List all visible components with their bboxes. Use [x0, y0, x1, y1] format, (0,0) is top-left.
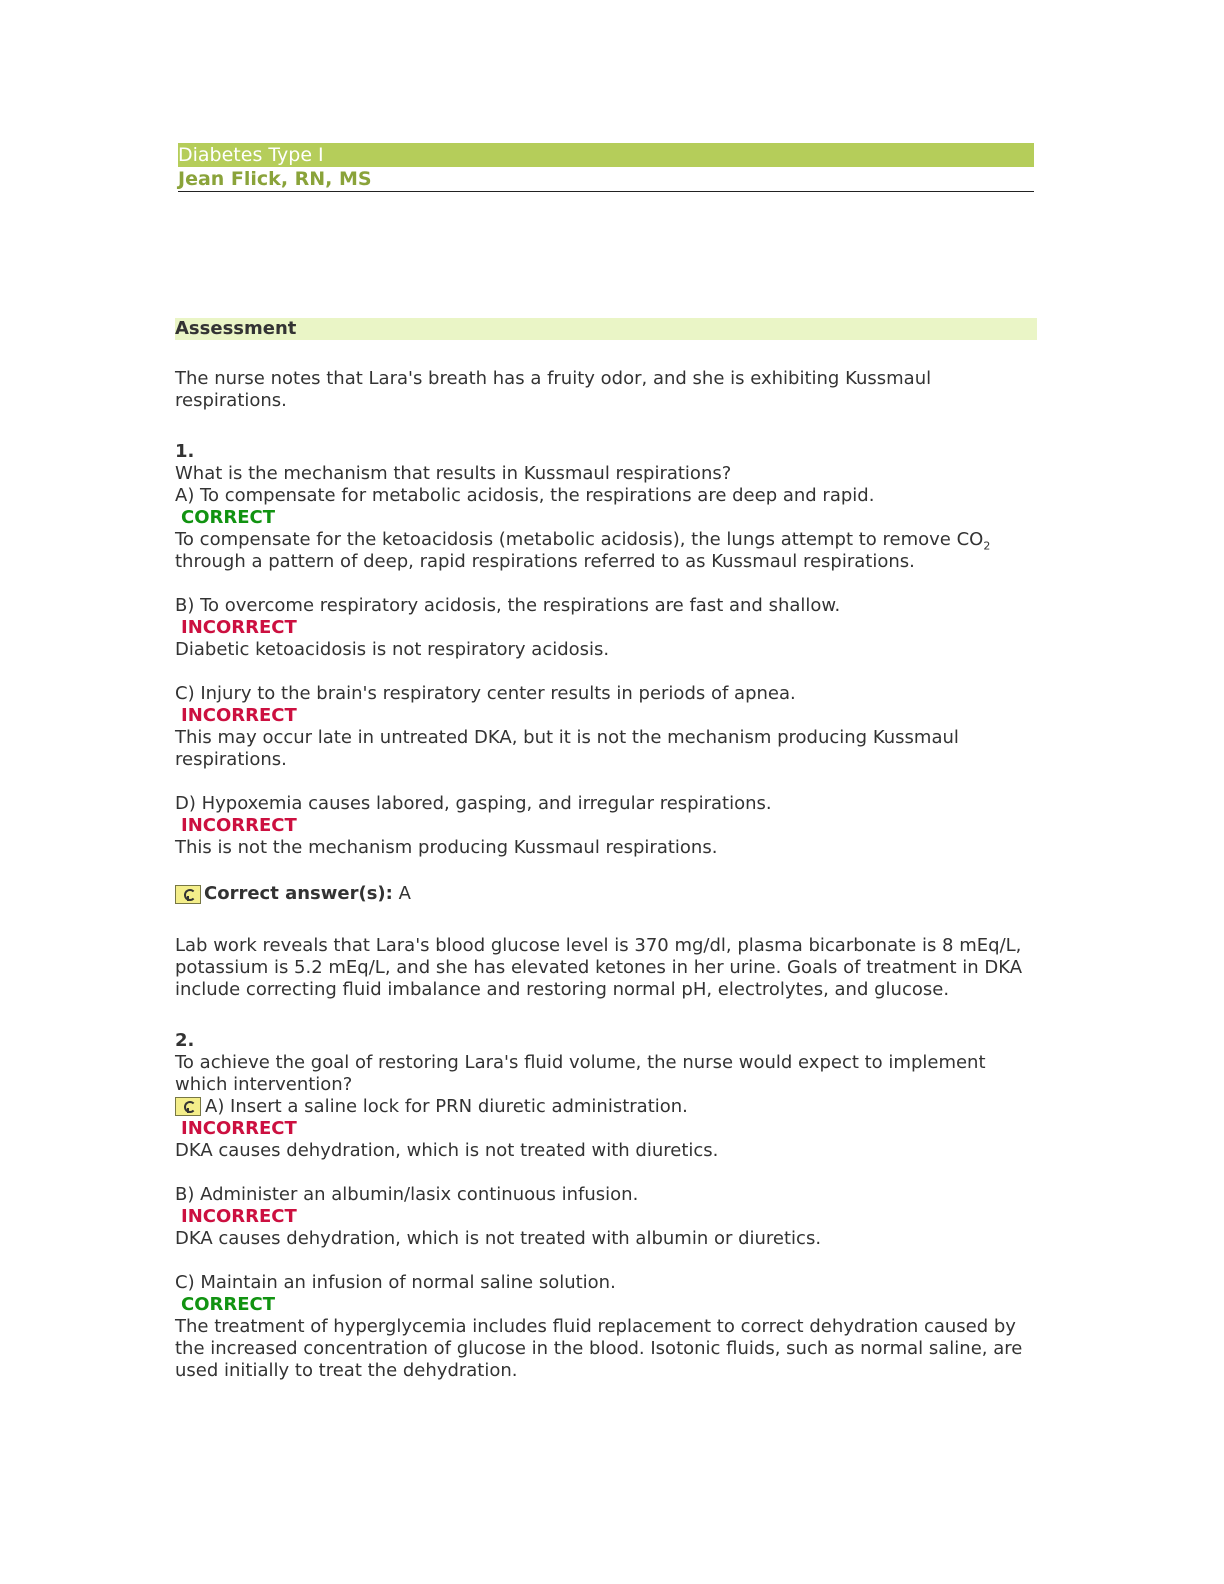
verdict-incorrect: INCORRECT	[181, 815, 297, 836]
option-text: A) To compensate for metabolic acidosis, the respirations are deep and rapid.	[175, 485, 875, 506]
option-rationale: DKA causes dehydration, which is not treated with albumin or diuretics.	[175, 1228, 822, 1249]
option-text: B) To overcome respiratory acidosis, the respirations are fast and shallow.	[175, 595, 841, 616]
document-author: Jean Flick, RN, MS	[178, 167, 1034, 192]
correct-answer-value: A	[392, 883, 411, 904]
intro-paragraph: The nurse notes that Lara's breath has a fruity odor, and she is exhibiting Kussmaul respirations.	[175, 368, 932, 411]
verdict-correct: CORRECT	[181, 507, 276, 528]
question-number: 2.	[175, 1030, 195, 1051]
option-text: B) Administer an albumin/lasix continuous infusion.	[175, 1184, 639, 1205]
question-text: What is the mechanism that results in Kussmaul respirations?	[175, 463, 732, 484]
scenario-paragraph: Lab work reveals that Lara's blood glucose level is 370 mg/dl, plasma bicarbonate is 8 mEq/L, potassium is 5.2 mEq/L, and she has elevated ketones in her urine. Goals of treatment in DKA include correcting fluid imbalance and restoring normal pH, electrolytes, and glucose.	[175, 935, 1023, 1000]
answer-option-c	[175, 1272, 1037, 1382]
verdict-incorrect: INCORRECT	[181, 617, 297, 638]
document-title: Diabetes Type I	[178, 143, 1034, 167]
option-row	[175, 1096, 1037, 1118]
section-heading-assessment: Assessment	[175, 318, 1037, 340]
answer-option-a	[175, 1096, 1037, 1162]
option-rationale	[175, 529, 1037, 573]
option-text: C) Maintain an infusion of normal saline solution.	[175, 1272, 616, 1293]
option-text: C) Injury to the brain's respiratory center results in periods of apnea.	[175, 683, 796, 704]
option-text: A) Insert a saline lock for PRN diuretic administration.	[205, 1096, 688, 1117]
answer-option-b	[175, 595, 1037, 661]
question-number: 1.	[175, 441, 195, 462]
option-rationale: Diabetic ketoacidosis is not respiratory acidosis.	[175, 639, 610, 660]
verdict-incorrect: INCORRECT	[181, 705, 297, 726]
question-text: To achieve the goal of restoring Lara's fluid volume, the nurse would expect to implement which intervention?	[175, 1052, 986, 1095]
option-text: D) Hypoxemia causes labored, gasping, and irregular respirations.	[175, 793, 772, 814]
answer-option-c	[175, 683, 1037, 771]
option-rationale: DKA causes dehydration, which is not treated with diuretics.	[175, 1140, 719, 1161]
rationale-text-start: To compensate for the ketoacidosis (metabolic acidosis), the lungs attempt to remove CO	[175, 529, 984, 550]
question-1	[175, 441, 1037, 907]
document-header	[178, 143, 1034, 192]
verdict-correct: CORRECT	[181, 1294, 276, 1315]
option-rationale: The treatment of hyperglycemia includes fluid replacement to correct dehydration caused by the increased concentration of glucose in the blood. Isotonic fluids, such as normal saline, are used initially to treat the dehydration.	[175, 1316, 1023, 1381]
option-rationale: This may occur late in untreated DKA, but it is not the mechanism producing Kussmaul respirations.	[175, 727, 959, 770]
verdict-incorrect: INCORRECT	[181, 1118, 297, 1139]
answer-option-a	[175, 485, 1037, 573]
feedback-icon[interactable]	[175, 1097, 201, 1116]
correct-answer-line	[175, 881, 1037, 907]
question-2	[175, 1030, 1037, 1382]
correct-answer-label: Correct answer(s):	[204, 883, 393, 904]
option-rationale: This is not the mechanism producing Kussmaul respirations.	[175, 837, 718, 858]
main-content	[175, 318, 1037, 1382]
answer-option-b	[175, 1184, 1037, 1250]
answer-option-d	[175, 793, 1037, 859]
rationale-text-end: through a pattern of deep, rapid respirations referred to as Kussmaul respirations.	[175, 551, 915, 572]
verdict-incorrect: INCORRECT	[181, 1206, 297, 1227]
feedback-icon[interactable]	[175, 885, 201, 904]
rationale-subscript: 2	[983, 539, 991, 553]
